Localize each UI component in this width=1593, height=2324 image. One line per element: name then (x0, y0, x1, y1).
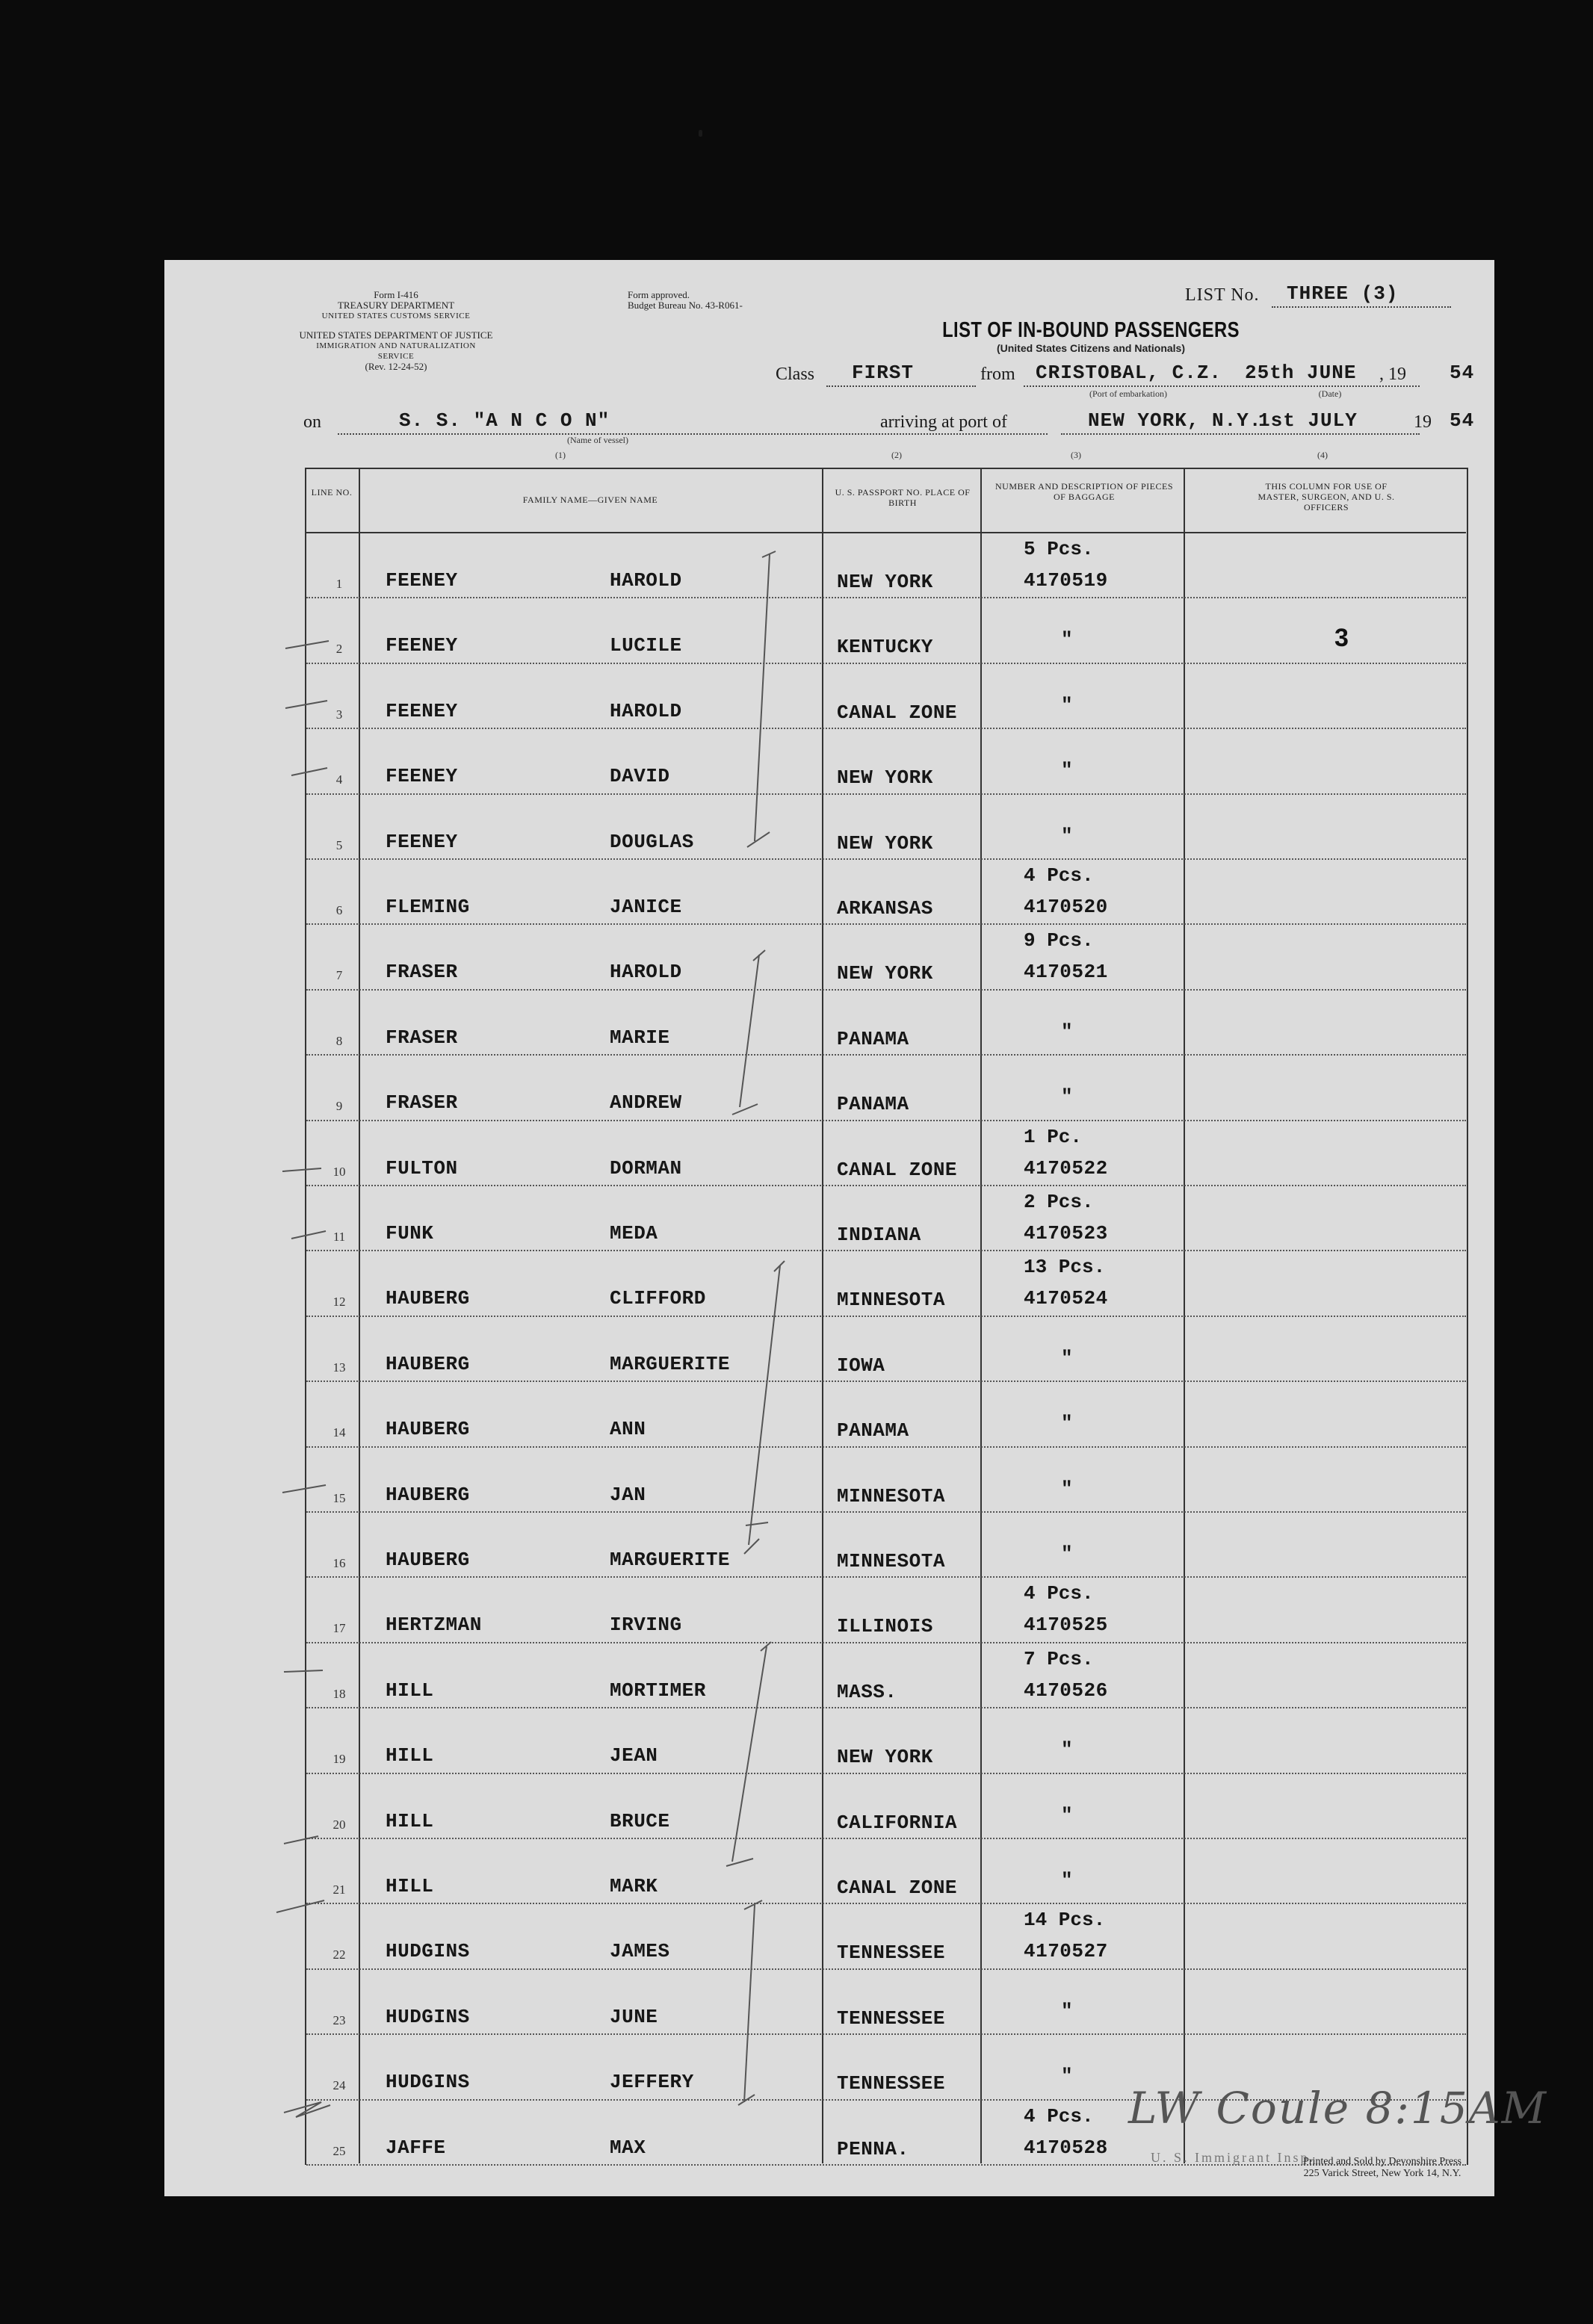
family-name: HUDGINS (386, 2005, 470, 2028)
baggage-tag: " (1061, 1085, 1074, 1109)
arrival-port: NEW YORK, N.Y. (1088, 409, 1262, 432)
baggage-count: 2 Pcs. (1024, 1191, 1094, 1213)
given-name: MORTIMER (610, 1679, 706, 1702)
list-no-value: THREE (3) (1287, 282, 1399, 305)
given-name: CLIFFORD (610, 1287, 706, 1310)
baggage-tag: " (1061, 1738, 1074, 1761)
line-number: 2 (335, 642, 343, 657)
family-name: FUNK (386, 1222, 434, 1245)
place-of-birth: NEW YORK (837, 766, 933, 790)
given-name: JAMES (610, 1940, 670, 1963)
given-name: ANN (610, 1418, 646, 1441)
place-of-birth: MINNESOTA (837, 1289, 945, 1312)
place-of-birth: KENTUCKY (837, 636, 933, 659)
place-of-birth: PANAMA (837, 1419, 909, 1443)
baggage-tag: 4170524 (1024, 1287, 1108, 1310)
given-name: IRVING (610, 1614, 682, 1637)
col-num-1: (1) (555, 450, 566, 460)
baggage-count: 4 Pcs. (1024, 2104, 1094, 2128)
baggage-tag: " (1061, 1020, 1074, 1043)
family-name: HAUBERG (386, 1483, 470, 1506)
place-of-birth: CANAL ZONE (837, 701, 958, 724)
arriving-label: arriving at port of (880, 412, 1007, 432)
baggage-count: 1 Pc. (1024, 1125, 1083, 1148)
family-name: HUDGINS (386, 1940, 470, 1963)
baggage-count: 4 Pcs. (1024, 1582, 1094, 1605)
line-number: 10 (332, 1164, 346, 1179)
family-name: FEENEY (386, 699, 458, 722)
line-number: 7 (335, 968, 343, 983)
given-name: JAN (610, 1483, 646, 1506)
family-name: FEENEY (386, 569, 458, 592)
family-name: FRASER (386, 1026, 458, 1049)
family-name: FRASER (386, 961, 458, 984)
printer-line1: Printed and Sold by Devonshire Press (1303, 2156, 1461, 2167)
baggage-tag: 4170522 (1024, 1156, 1108, 1180)
given-name: JEFFERY (610, 2071, 694, 2094)
family-name: JAFFE (386, 2136, 446, 2159)
family-name: HERTZMAN (386, 1614, 482, 1637)
embarkation-date: 25th JUNE (1245, 362, 1357, 384)
family-name: HAUBERG (386, 1549, 470, 1571)
form-approved: Form approved. (628, 289, 690, 300)
inspector-signature: LW Coule 8:15AM (1128, 2083, 1548, 2134)
vessel-caption: (Name of vessel) (567, 435, 628, 445)
dept-ins: IMMIGRATION AND NATURALIZATION SERVICE (316, 341, 476, 361)
line-number: 14 (332, 1425, 346, 1440)
line-number: 16 (332, 1556, 346, 1570)
line-number: 22 (332, 1947, 346, 1962)
place-of-birth: ARKANSAS (837, 897, 933, 920)
form-revision: (Rev. 12-24-52) (365, 361, 427, 372)
place-of-birth: TENNESSEE (837, 2007, 945, 2030)
line-number: 21 (332, 1883, 346, 1897)
place-of-birth: CANAL ZONE (837, 1158, 958, 1181)
place-of-birth: PENNA. (837, 2137, 909, 2160)
line-number: 3 (335, 707, 343, 722)
family-name: HILL (386, 1875, 434, 1897)
place-of-birth: TENNESSEE (837, 2072, 945, 2095)
place-of-birth: CALIFORNIA (837, 1811, 958, 1834)
place-of-birth: NEW YORK (837, 1746, 933, 1769)
given-name: ANDREW (610, 1091, 682, 1115)
baggage-count: 13 Pcs. (1024, 1256, 1106, 1279)
family-name: FEENEY (386, 634, 458, 657)
year2-value: 54 (1450, 409, 1475, 432)
year2-prefix: 19 (1414, 412, 1432, 432)
place-of-birth: NEW YORK (837, 962, 933, 985)
baggage-tag: 4170519 (1024, 569, 1108, 592)
vessel-name: S. S. "A N C O N" (399, 409, 610, 432)
form-number: Form I-416 (374, 289, 418, 300)
given-name: DOUGLAS (610, 830, 694, 853)
place-of-birth: PANAMA (837, 1027, 909, 1050)
family-name: HAUBERG (386, 1418, 470, 1441)
line-number: 4 (335, 772, 343, 787)
baggage-count: 9 Pcs. (1024, 929, 1094, 952)
baggage-tag: " (1061, 1869, 1074, 1891)
baggage-tag: " (1061, 1412, 1074, 1435)
officer-remark: 3 (1334, 624, 1349, 653)
baggage-tag: 4170521 (1024, 961, 1108, 984)
family-name: FEENEY (386, 830, 458, 853)
given-name: HAROLD (610, 699, 682, 722)
embarkation-port: CRISTOBAL, C.Z. (1036, 362, 1222, 384)
baggage-tag: " (1061, 759, 1074, 782)
line-number: 8 (335, 1033, 343, 1048)
baggage-tag: " (1061, 1999, 1074, 2022)
given-name: MARIE (610, 1026, 670, 1049)
col-num-4: (4) (1317, 450, 1328, 460)
header-baggage: NUMBER AND DESCRIPTION OF PIECES OF BAGGAGE (995, 481, 1174, 502)
baggage-tag: 4170528 (1024, 2136, 1108, 2159)
family-name: HAUBERG (386, 1287, 470, 1310)
col-num-2: (2) (891, 450, 902, 460)
family-name: HILL (386, 1809, 434, 1832)
baggage-count: 4 Pcs. (1024, 864, 1094, 887)
line-number: 15 (332, 1490, 346, 1505)
baggage-tag: " (1061, 693, 1074, 716)
line-number: 5 (335, 837, 343, 852)
class-label: Class (776, 365, 815, 384)
baggage-count: 7 Pcs. (1024, 1647, 1094, 1670)
header-line-no: LINE NO. (311, 487, 353, 498)
given-name: HAROLD (610, 569, 682, 592)
header-officers: THIS COLUMN FOR USE OF MASTER, SURGEON, AND U. S. OFFICERS (1258, 481, 1395, 512)
embarkation-caption: (Port of embarkation) (1089, 388, 1167, 399)
given-name: MAX (610, 2136, 646, 2159)
given-name: DAVID (610, 765, 670, 788)
page-subtitle: (United States Citizens and Nationals) (996, 342, 1186, 354)
baggage-tag: " (1061, 824, 1074, 847)
given-name: JANICE (610, 896, 682, 918)
family-name: HAUBERG (386, 1352, 470, 1375)
family-name: FULTON (386, 1156, 458, 1180)
budget-bureau: Budget Bureau No. 43-R061- (628, 300, 743, 311)
line-number: 23 (332, 2012, 346, 2027)
baggage-count: 14 Pcs. (1024, 1909, 1106, 1932)
baggage-tag: 4170526 (1024, 1679, 1108, 1702)
printer-line2: 225 Varick Street, New York 14, N.Y. (1303, 2168, 1461, 2179)
header-passport: U. S. PASSPORT NO. PLACE OF BIRTH (835, 487, 971, 508)
place-of-birth: TENNESSEE (837, 1942, 945, 1965)
page-title: LIST OF IN-BOUND PASSENGERS (942, 318, 1240, 342)
place-of-birth: IOWA (837, 1354, 885, 1377)
given-name: HAROLD (610, 961, 682, 984)
line-number: 18 (332, 1686, 346, 1701)
line-number: 12 (332, 1295, 346, 1310)
baggage-count: 5 Pcs. (1024, 538, 1094, 560)
baggage-tag: " (1061, 2065, 1074, 2088)
given-name: MARGUERITE (610, 1549, 731, 1571)
line-number: 25 (332, 2143, 346, 2158)
list-no-label: LIST No. (1185, 285, 1260, 305)
line-number: 9 (335, 1099, 343, 1114)
year1-prefix: , 19 (1379, 365, 1406, 384)
line-number: 24 (332, 2078, 346, 2093)
place-of-birth: MINNESOTA (837, 1484, 945, 1507)
given-name: BRUCE (610, 1809, 670, 1832)
baggage-tag: 4170523 (1024, 1222, 1108, 1245)
line-number: 17 (332, 1621, 346, 1636)
line-number: 11 (332, 1230, 346, 1244)
baggage-tag: " (1061, 1803, 1074, 1826)
given-name: DORMAN (610, 1156, 682, 1180)
baggage-tag: " (1061, 1477, 1074, 1500)
family-name: FEENEY (386, 765, 458, 788)
place-of-birth: NEW YORK (837, 831, 933, 855)
family-name: HUDGINS (386, 2071, 470, 2094)
place-of-birth: CANAL ZONE (837, 1877, 958, 1899)
family-name: FRASER (386, 1091, 458, 1115)
line-number: 20 (332, 1817, 346, 1832)
line-number: 19 (332, 1752, 346, 1767)
place-of-birth: INDIANA (837, 1224, 921, 1246)
on-label: on (303, 412, 321, 432)
baggage-tag: 4170520 (1024, 896, 1108, 918)
film-speck (699, 130, 702, 137)
pencil-marks (164, 260, 1494, 2196)
place-of-birth: NEW YORK (837, 571, 933, 593)
from-label: from (980, 365, 1015, 384)
dept-justice: UNITED STATES DEPARTMENT OF JUSTICE (299, 329, 493, 341)
given-name: JUNE (610, 2005, 658, 2028)
place-of-birth: PANAMA (837, 1093, 909, 1116)
family-name: FLEMING (386, 896, 470, 918)
dept-treasury: TREASURY DEPARTMENT (337, 300, 455, 311)
family-name: HILL (386, 1679, 434, 1702)
given-name: MEDA (610, 1222, 658, 1245)
class-value: FIRST (852, 362, 915, 384)
baggage-tag: " (1061, 628, 1074, 651)
given-name: JEAN (610, 1744, 658, 1767)
place-of-birth: MINNESOTA (837, 1550, 945, 1572)
line-number: 6 (335, 903, 343, 917)
line-number: 1 (335, 577, 343, 591)
inspector-stamp: U. S. Immigrant Insp. (1151, 2150, 1315, 2165)
baggage-tag: " (1061, 1346, 1074, 1369)
place-of-birth: MASS. (837, 1680, 897, 1703)
manifest-page (164, 260, 1548, 2196)
place-of-birth: ILLINOIS (837, 1615, 933, 1638)
given-name: MARGUERITE (610, 1352, 731, 1375)
baggage-tag: 4170525 (1024, 1614, 1108, 1637)
baggage-tag: 4170527 (1024, 1940, 1108, 1963)
dept-customs: UNITED STATES CUSTOMS SERVICE (321, 312, 471, 320)
col-num-3: (3) (1071, 450, 1081, 460)
baggage-tag: " (1061, 1543, 1074, 1565)
given-name: LUCILE (610, 634, 682, 657)
date-caption: (Date) (1318, 388, 1342, 399)
header-name: FAMILY NAME—GIVEN NAME (522, 495, 658, 505)
year1-value: 54 (1450, 362, 1475, 384)
family-name: HILL (386, 1744, 434, 1767)
arrival-date: 1st JULY (1258, 409, 1358, 432)
line-number: 13 (332, 1360, 346, 1375)
given-name: MARK (610, 1875, 658, 1897)
